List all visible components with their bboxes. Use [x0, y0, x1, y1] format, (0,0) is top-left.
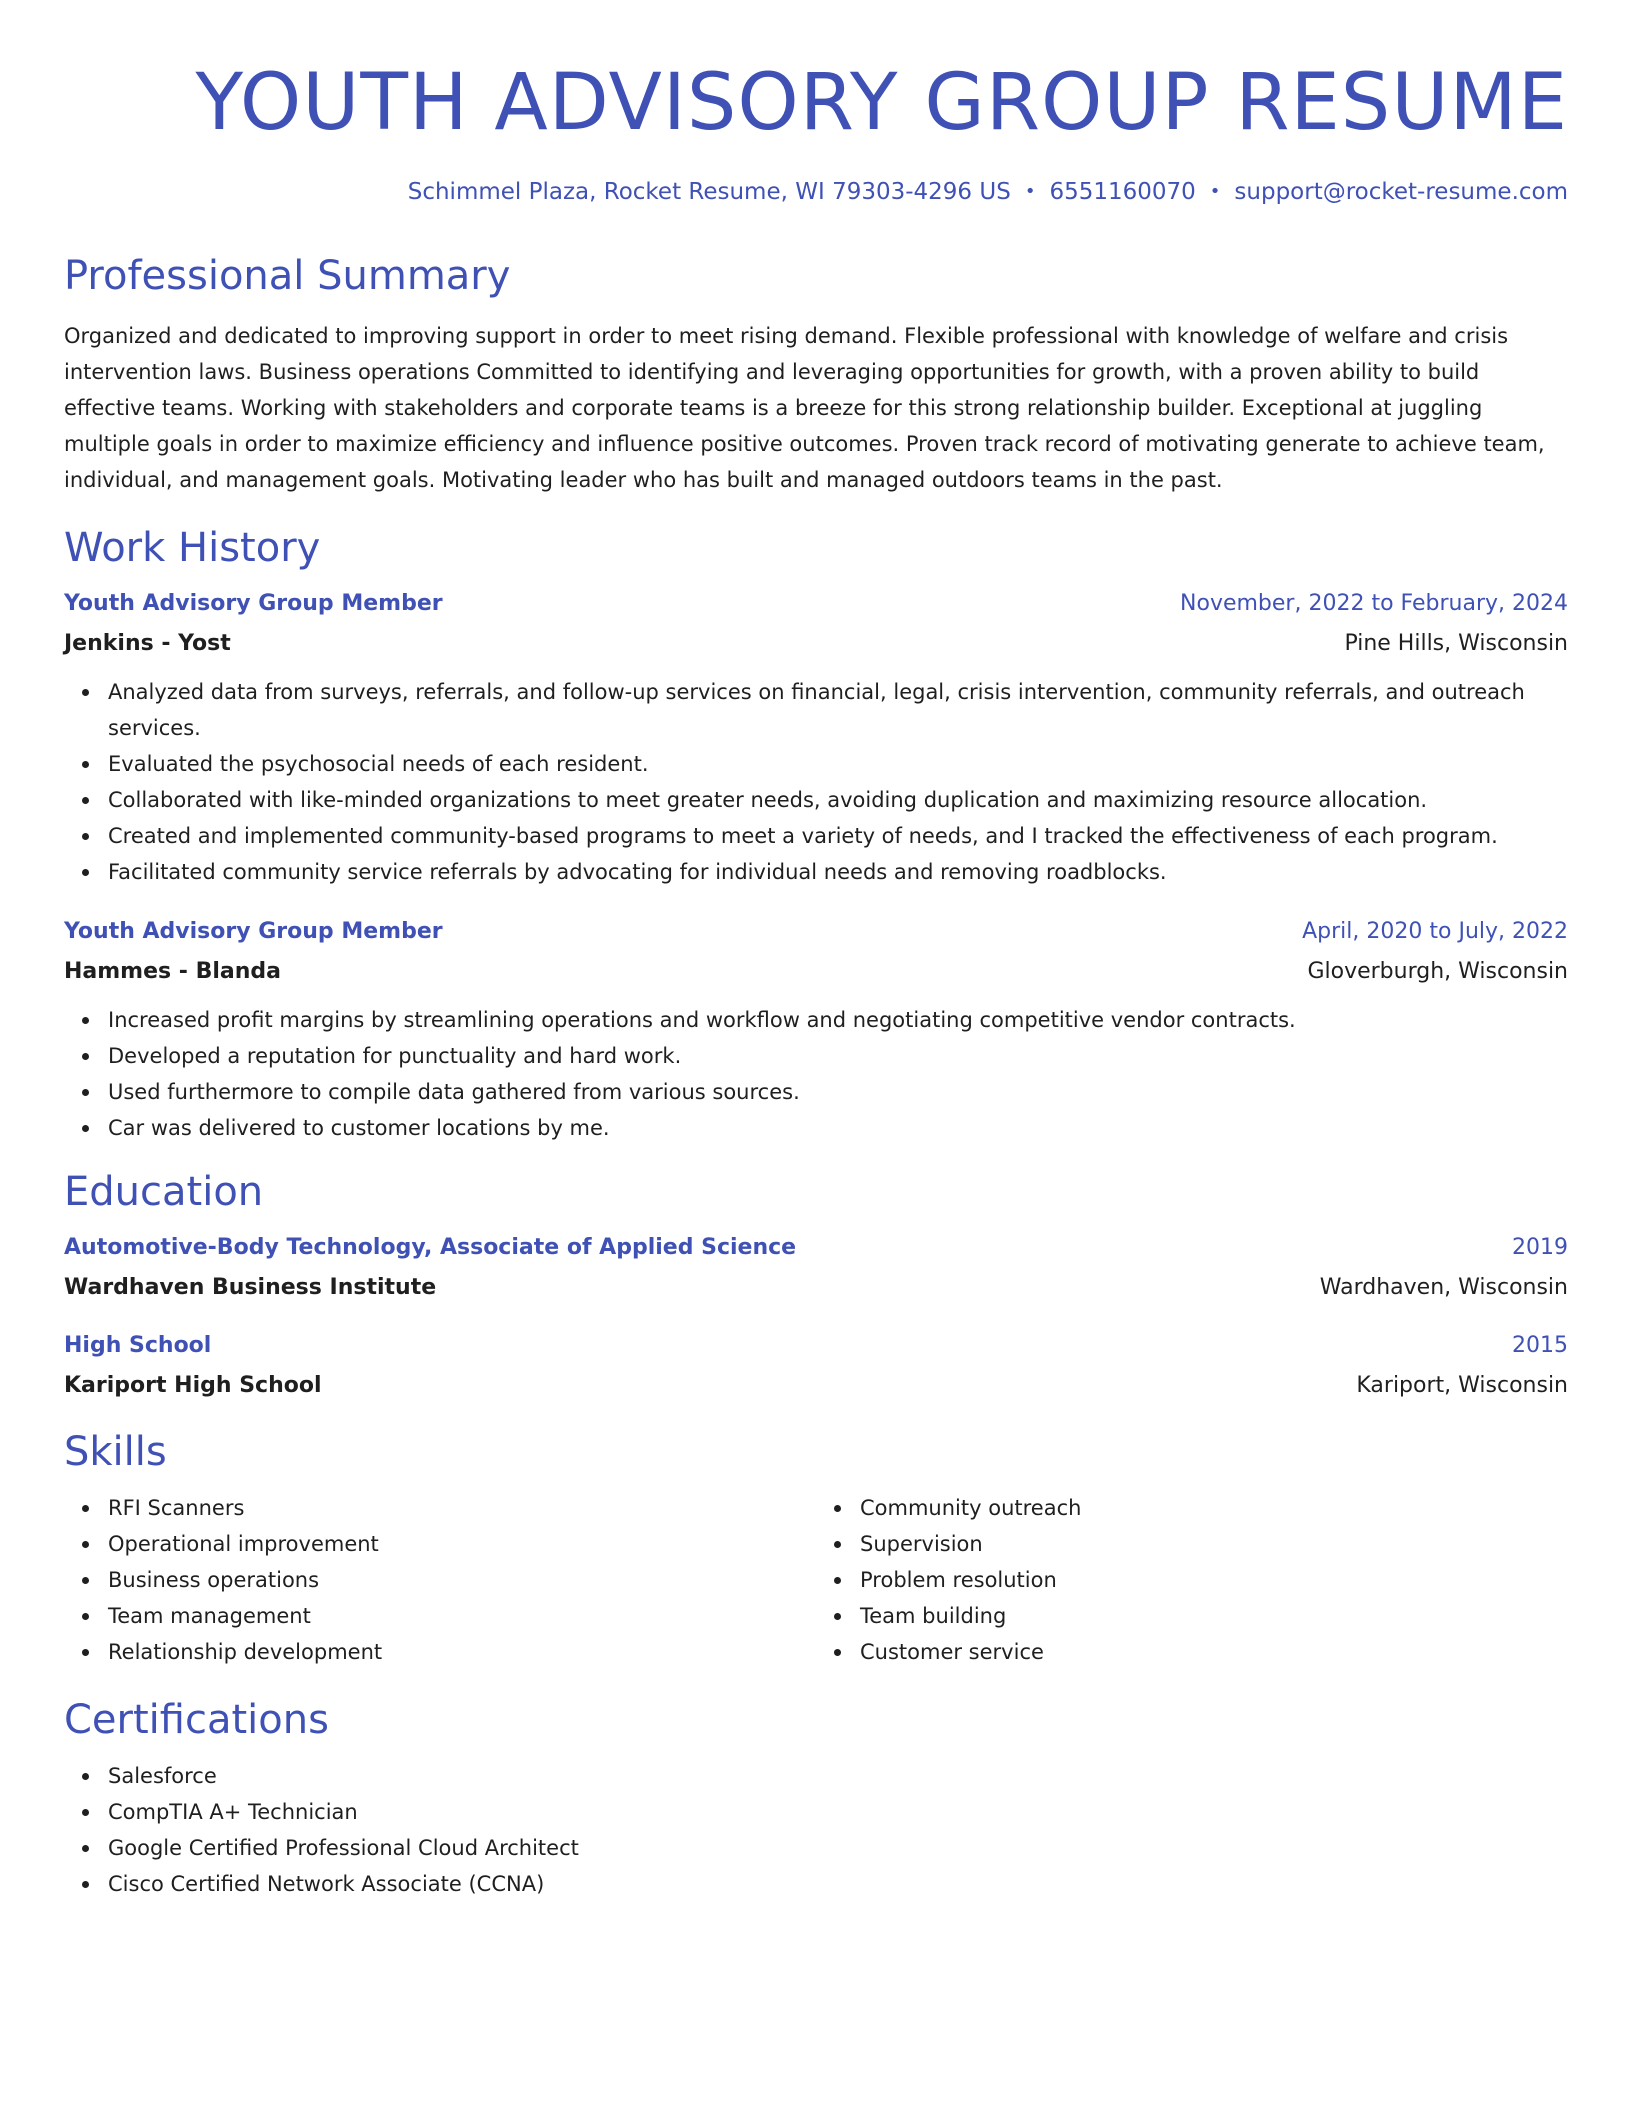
- education-school: Wardhaven Business Institute: [64, 1275, 437, 1300]
- list-item: Business operations: [108, 1562, 816, 1598]
- skills-grid: [64, 1490, 1568, 1670]
- contact-separator: •: [1024, 181, 1036, 202]
- education-entry: [64, 1330, 1568, 1402]
- skills-column-right: [816, 1490, 1568, 1670]
- section-title-education: Education: [64, 1169, 264, 1215]
- job-company: Hammes - Blanda: [64, 959, 281, 984]
- education-year: 2015: [1512, 1333, 1568, 1358]
- job-role: Youth Advisory Group Member: [64, 919, 443, 944]
- job-header: [64, 916, 1568, 948]
- certifications-list: [64, 1758, 1568, 1902]
- list-item: Evaluated the psychosocial needs of each resident.: [108, 746, 1568, 782]
- education-section: [64, 1166, 1568, 1402]
- summary-text: Organized and dedicated to improving support in order to meet rising demand. Flexible professional with knowledge of welfare and crisis intervention laws. Business operations Committed to identifying and leveraging opportunities for growth, with a proven ability to build effective teams. Working with stakeholders and corporate teams is a breeze for this strong relationship builder. Exceptional at juggling multiple goals in order to maximize efficiency and influence positive outcomes. Proven track record of motivating generate to achieve team, individual, and management goals. Motivating leader who has built and managed outdoors teams in the past.: [64, 324, 1545, 492]
- job-dates: April, 2020 to July, 2022: [1302, 919, 1568, 944]
- job-bullets: [64, 674, 1568, 890]
- job-role: Youth Advisory Group Member: [64, 591, 443, 616]
- contact-line: [64, 176, 1568, 208]
- section-title-skills: Skills: [64, 1429, 167, 1475]
- education-subheader: [64, 1370, 1568, 1402]
- list-item: Facilitated community service referrals by advocating for individual needs and removing roadblocks.: [108, 854, 1568, 890]
- list-item: Created and implemented community-based programs to meet a variety of needs, and I tracked the effectiveness of each program.: [108, 818, 1568, 854]
- list-item: Salesforce: [108, 1758, 1568, 1794]
- contact-phone: 6551160070: [1049, 179, 1196, 205]
- education-year: 2019: [1512, 1235, 1568, 1260]
- certifications-section: [64, 1694, 1568, 1902]
- education-header: [64, 1232, 1568, 1264]
- resume-page: [64, 48, 1568, 1902]
- list-item: Increased profit margins by streamlining operations and workflow and negotiating competitive vendor contracts.: [108, 1002, 1568, 1038]
- education-school: Kariport High School: [64, 1373, 322, 1398]
- section-title-work: Work History: [64, 525, 321, 571]
- job-subheader: [64, 628, 1568, 660]
- list-item: Car was delivered to customer locations by me.: [108, 1110, 1568, 1146]
- job-subheader: [64, 956, 1568, 988]
- job-location: Gloverburgh, Wisconsin: [1307, 959, 1568, 984]
- list-item: Problem resolution: [860, 1562, 1568, 1598]
- contact-email[interactable]: support@rocket-resume.com: [1234, 179, 1568, 205]
- list-item: Community outreach: [860, 1490, 1568, 1526]
- education-entry: [64, 1232, 1568, 1304]
- job-entry: [64, 916, 1568, 1146]
- list-item: RFI Scanners: [108, 1490, 816, 1526]
- job-bullets: [64, 1002, 1568, 1146]
- list-item: Team management: [108, 1598, 816, 1634]
- list-item: Developed a reputation for punctuality and hard work.: [108, 1038, 1568, 1074]
- education-subheader: [64, 1272, 1568, 1304]
- list-item: Operational improvement: [108, 1526, 816, 1562]
- contact-address: Schimmel Plaza, Rocket Resume, WI 79303-4296 US: [407, 179, 1011, 205]
- list-item: Supervision: [860, 1526, 1568, 1562]
- work-section: [64, 522, 1568, 1146]
- list-item: Used furthermore to compile data gathered from various sources.: [108, 1074, 1568, 1110]
- job-dates: November, 2022 to February, 2024: [1180, 591, 1568, 616]
- education-location: Wardhaven, Wisconsin: [1319, 1275, 1568, 1300]
- job-company: Jenkins - Yost: [64, 631, 231, 656]
- education-header: [64, 1330, 1568, 1362]
- skills-column-left: [64, 1490, 816, 1670]
- list-item: CompTIA A+ Technician: [108, 1794, 1568, 1830]
- summary-section: [64, 250, 1568, 498]
- education-degree: Automotive-Body Technology, Associate of Applied Science: [64, 1235, 797, 1260]
- education-degree: High School: [64, 1333, 212, 1358]
- job-location: Pine Hills, Wisconsin: [1344, 631, 1568, 656]
- job-header: [64, 588, 1568, 620]
- education-location: Kariport, Wisconsin: [1356, 1373, 1568, 1398]
- resume-title: YOUTH ADVISORY GROUP RESUME: [195, 58, 1568, 148]
- list-item: Collaborated with like-minded organizations to meet greater needs, avoiding duplication and maximizing resource allocation.: [108, 782, 1568, 818]
- list-item: Cisco Certified Network Associate (CCNA): [108, 1866, 1568, 1902]
- list-item: Customer service: [860, 1634, 1568, 1670]
- job-entry: [64, 588, 1568, 890]
- contact-separator: •: [1209, 181, 1221, 202]
- skills-section: [64, 1426, 1568, 1670]
- list-item: Team building: [860, 1598, 1568, 1634]
- section-title-certifications: Certifications: [64, 1697, 329, 1743]
- list-item: Google Certified Professional Cloud Architect: [108, 1830, 1568, 1866]
- list-item: Analyzed data from surveys, referrals, and follow-up services on financial, legal, crisis intervention, community referrals, and outreach services.: [108, 674, 1568, 746]
- section-title-summary: Professional Summary: [64, 253, 511, 299]
- list-item: Relationship development: [108, 1634, 816, 1670]
